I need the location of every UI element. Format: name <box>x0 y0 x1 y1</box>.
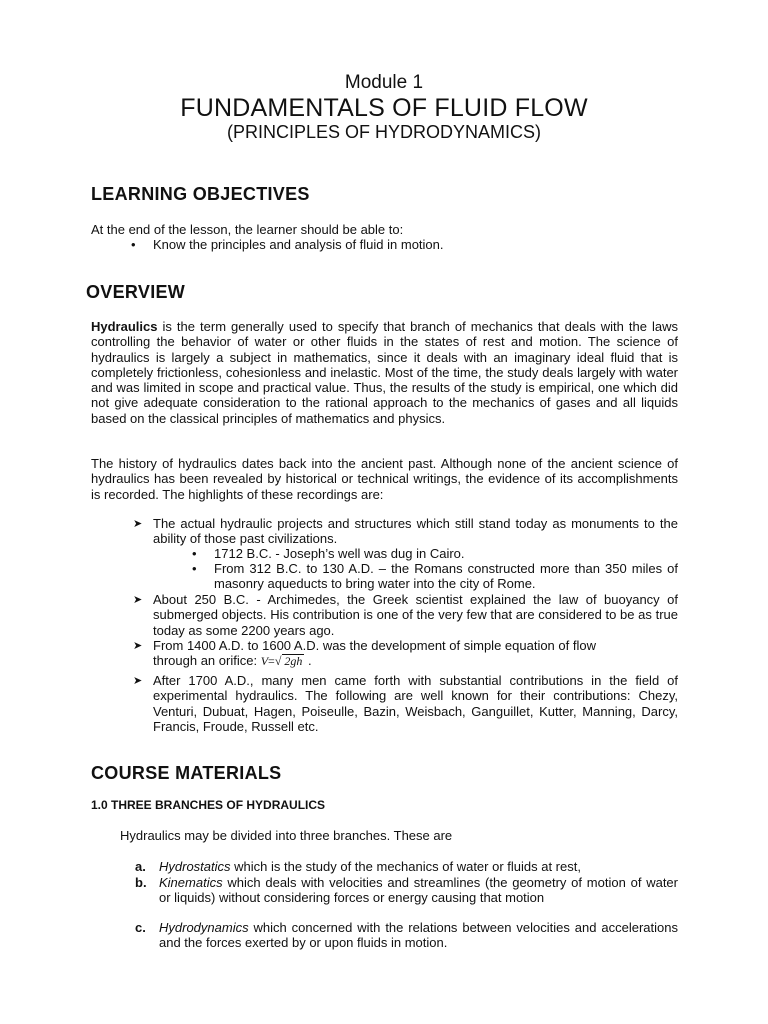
hydraulics-term: Hydraulics <box>91 319 158 334</box>
overview-paragraph-2: The history of hydraulics dates back into the ancient past. Although none of the ancient science of hydraulics has been revealed by historical or technical writings, the evidence of its accomplishments is recorded. The highlights of these recordings are: <box>91 456 678 502</box>
formula-lhs: V <box>260 654 269 668</box>
list-letter: b. <box>135 875 147 890</box>
objective-bullet: • <box>131 237 136 252</box>
branch-term: Hydrodynamics <box>159 920 249 935</box>
branch-description: which deals with velocities and streamlines (the geometry of motion of water or liquids) without considering forces or energy causing that motion <box>159 875 678 906</box>
highlight-1: The actual hydraulic projects and structures which still stand today as monuments to the ability of those past civilizations. <box>153 516 678 547</box>
formula-equals: = <box>268 654 275 668</box>
page-subtitle: (PRINCIPLES OF HYDRODYNAMICS) <box>226 122 542 142</box>
highlight-3-formula-line <box>153 653 312 669</box>
formula-end: . <box>304 653 312 668</box>
arrow-bullet-icon: ➤ <box>133 518 143 530</box>
branches-intro: Hydraulics may be divided into three branches. These are <box>120 828 453 843</box>
branch-item-b <box>159 875 678 906</box>
branch-term: Hydrostatics <box>159 859 231 874</box>
module-label: Module 1 <box>344 72 424 93</box>
section-heading: 1.0 THREE BRANCHES OF HYDRAULICS <box>91 798 326 812</box>
arrow-bullet-icon: ➤ <box>133 675 143 687</box>
overview-paragraph-1-text: is the term generally used to specify that branch of mechanics that deals with the laws controlling the behavior of water or other fluids in the states of rest and motion. The science of hydraulics is largely a subject in mathematics, since it deals with an imaginary ideal fluid that is completely frictionless, cohesionless and inelastic. Most of the time, the study deals largely with water and was limited in scope and practical value. Thus, the results of the study is empirical, one which did not give adequate consideration to the rational approach to the mechanics of gases and all liquids based on the classical principles of mathematics and physics. <box>91 319 678 426</box>
sub-bullet-dot: • <box>192 546 197 561</box>
sqrt-icon: √ <box>274 654 282 668</box>
course-materials-heading: COURSE MATERIALS <box>91 763 282 783</box>
list-letter: a. <box>135 859 146 874</box>
branch-item-a <box>159 859 678 874</box>
branch-description: which is the study of the mechanics of water or fluids at rest, <box>230 859 581 874</box>
formula-radicand: 2gh <box>284 654 303 668</box>
highlight-2: About 250 B.C. - Archimedes, the Greek scientist explained the law of buoyancy of submerged objects. His contribution is one of the very few that are considered to be as true today as some 2200 years ago. <box>153 592 678 638</box>
overview-paragraph-1 <box>91 319 678 426</box>
branch-item-c <box>159 920 678 951</box>
velocity-formula <box>261 654 305 668</box>
arrow-bullet-icon: ➤ <box>133 594 143 606</box>
highlight-3: From 1400 A.D. to 1600 A.D. was the development of simple equation of flow <box>153 638 596 653</box>
overview-heading: OVERVIEW <box>86 282 186 302</box>
list-letter: c. <box>135 920 146 935</box>
highlight-4: After 1700 A.D., many men came forth with substantial contributions in the field of experimental hydraulics. The following are well known for their contributions: Chezy, Venturi, Dubuat, Hagen, Poiseulle, Bazin, Weisbach, Ganguillet, Kutter, Manning, Darcy, Francis, Froude, Russell etc. <box>153 673 678 734</box>
sub-bullet-1: 1712 B.C. - Joseph’s well was dug in Cairo. <box>214 546 465 561</box>
orifice-text: through an orifice: <box>153 653 261 668</box>
learning-objectives-heading: LEARNING OBJECTIVES <box>91 184 310 204</box>
arrow-bullet-icon: ➤ <box>133 640 143 652</box>
sub-bullet-2: From 312 B.C. to 130 A.D. – the Romans constructed more than 350 miles of masonry aqueducts to bring water into the city of Rome. <box>214 561 678 592</box>
branch-description: which concerned with the relations between velocities and accelerations and the forces exerted by or upon fluids in motion. <box>159 920 678 951</box>
page-title: FUNDAMENTALS OF FLUID FLOW <box>180 94 588 122</box>
objective-item: Know the principles and analysis of fluid in motion. <box>153 237 444 252</box>
sub-bullet-dot: • <box>192 561 197 576</box>
learning-objectives-intro: At the end of the lesson, the learner should be able to: <box>91 222 404 237</box>
branch-term: Kinematics <box>159 875 223 890</box>
